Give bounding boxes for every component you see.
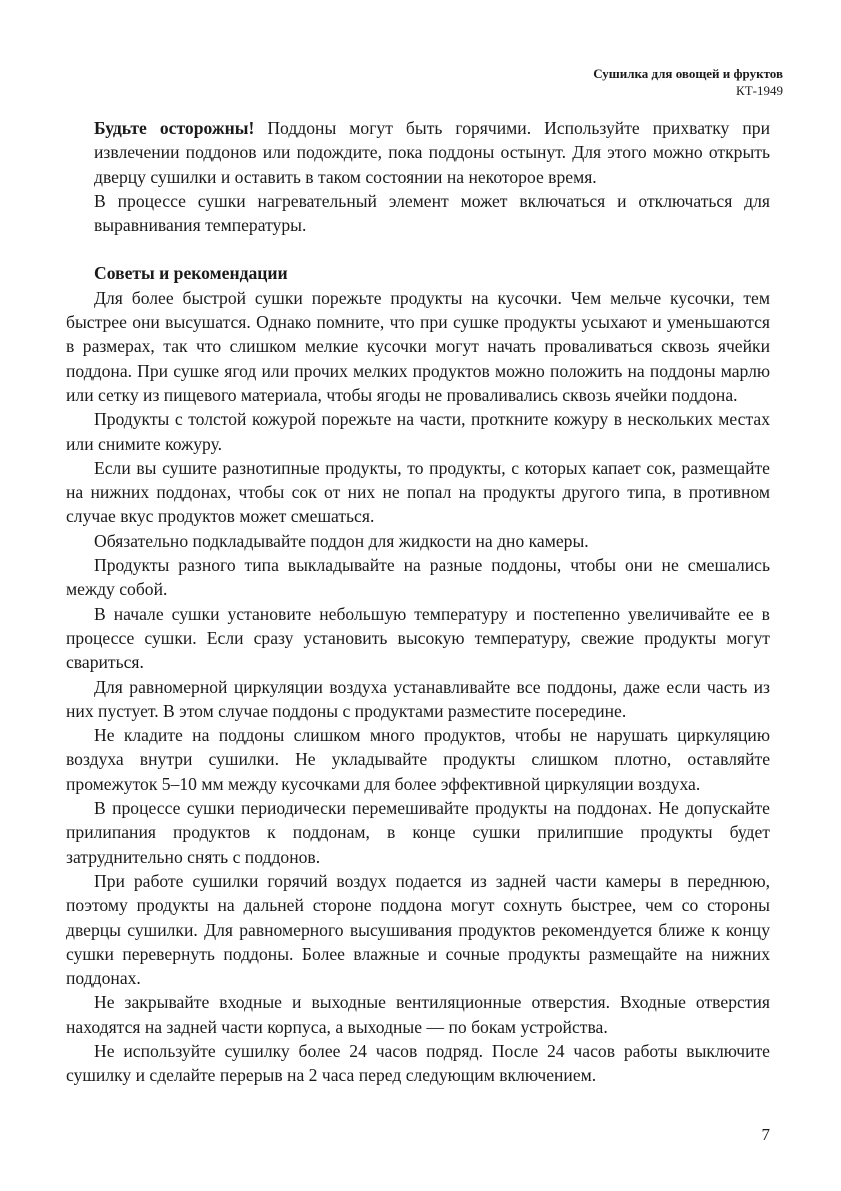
section-title: Советы и рекомендации <box>94 263 288 284</box>
warning-paragraph <box>66 116 770 189</box>
heating-note: В процессе сушки нагревательный элемент может включаться и отключаться для выравнивания температуры. <box>94 190 770 236</box>
warning-block <box>66 116 770 237</box>
tip-paragraph: В процессе сушки периодически перемешивайте продукты на поддонах. Не допускайте прилипания продуктов к поддонам, в конце сушки прилипшие продукты будет затруднительно снять с поддонов. <box>66 798 770 867</box>
running-header <box>593 65 783 99</box>
tip-paragraph: Для равномерной циркуляции воздуха устанавливайте все поддоны, даже если часть из них пустует. В этом случае поддоны с продуктами разместите посередине. <box>66 676 770 721</box>
tip-paragraph: Если вы сушите разнотипные продукты, то продукты, с которых капает сок, размещайте на нижних поддонах, чтобы сок от них не попал на продукты другого типа, в противном случае вкус продуктов может смешаться. <box>66 457 770 527</box>
tip-paragraph: Не используйте сушилку более 24 часов подряд. После 24 часов работы выключите сушилку и сделайте перерыв на 2 часа перед следующим включением. <box>66 1040 770 1086</box>
tip-paragraph: Для более быстрой сушки порежьте продукты на кусочки. Чем мельче кусочки, тем быстрее они высушатся. Однако помните, что при сушке продукты усыхают и уменьшаются в размерах, так что слишком мелкие кусочки могут начать проваливаться сквозь ячейки поддона. При сушке ягод или прочих мелких продуктов можно положить на поддоны марлю или сетку из пищевого материала, чтобы ягоды не проваливались сквозь ячейки поддона. <box>66 287 770 405</box>
page-content <box>66 116 770 1088</box>
warning-lead: Будьте осторожны! <box>94 118 255 138</box>
tip-paragraph: При работе сушилки горячий воздух подается из задней части камеры в переднюю, поэтому продукты на дальней стороне поддона могут сохнуть быстрее, чем со стороны дверцы сушилки. Для равномерного высушивания продуктов рекомендуется ближе к концу сушки перевернуть поддоны. Более влажные и сочные продукты размещайте на нижних поддонах. <box>66 870 770 989</box>
header-model: КТ-1949 <box>736 83 783 98</box>
tips-list <box>66 286 770 1088</box>
header-title: Сушилка для овощей и фруктов <box>593 66 783 81</box>
tip-paragraph: Продукты с толстой кожурой порежьте на части, проткните кожуру в нескольких местах или снимите кожуру. <box>66 409 770 454</box>
tip-paragraph: Не закрывайте входные и выходные вентиляционные отверстия. Входные отверстия находятся на задней части корпуса, а выходные — по бокам устройства. <box>66 992 770 1037</box>
warning-text: Поддоны могут быть горячими. Используйте прихватку при извлечении поддонов или подождите, пока поддоны остынут. Для этого можно открыть дверцу сушилки и оставить в таком состоянии на некоторое время. <box>94 118 770 187</box>
page-number: 7 <box>761 1125 770 1144</box>
tip-paragraph: В начале сушки установите небольшую температуру и постепенно увеличивайте ее в процессе сушки. Если сразу установить высокую температуру, свежие продукты могут свариться. <box>66 603 770 673</box>
tip-paragraph: Не кладите на поддоны слишком много продуктов, чтобы не нарушать циркуляцию воздуха внутри сушилки. Не укладывайте продукты слишком плотно, оставляйте промежуток 5–10 мм между кусочками для более эффективной циркуляции воздуха. <box>66 725 770 794</box>
tip-paragraph: Обязательно подкладывайте поддон для жидкости на дно камеры. <box>94 530 589 551</box>
tip-paragraph: Продукты разного типа выкладывайте на разные поддоны, чтобы они не смешались между собой. <box>66 555 770 600</box>
